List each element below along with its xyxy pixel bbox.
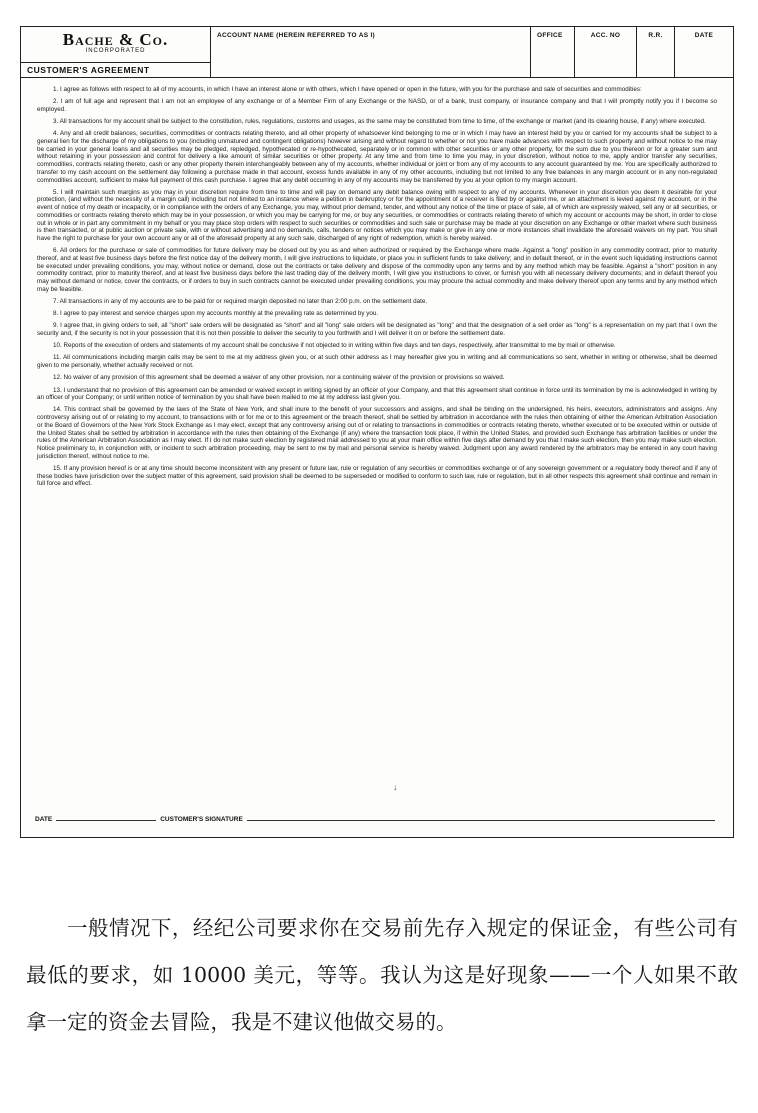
agreement-paragraph: 13. I understand that no provision of this agreement can be amended or waived except in writing signed by an officer of your Company, and that this agreement shall continue in force until its termination by me is acknowledged in writing by an officer of your Company; or until written notice of termination by you shall have been mailed to me at my address last given you. (37, 386, 717, 402)
agreement-paragraph: 2. I am of full age and represent that I am not an employee of any exchange or of a Member Firm of any Exchange or the NASD, or of a bank, trust company, or insurance company and that I will promptly notify you if I become so employed. (37, 98, 717, 113)
rr-cell (637, 27, 675, 77)
agreement-paragraph: 14. This contract shall be governed by the laws of the State of New York, and shall inure to the benefit of your successors and assigns, and shall be binding on the undersigned, his heirs, executors, administrators and assigns. Any controversy arising out of or relating to my account, to transactions with or for me or to this agreement or the breach thereof, shall be settled by arbitration in accordance with the rules then obtaining of either the American Arbitration Association or the Board of Governors of the New York Stock Exchange as I may elect, except that any controversy arising out of or relating to transactions in commodities or contracts relating thereto, whether executed or to be executed within or outside of the United States shall be settled by arbitration in accordance with the rules then obtaining of the Exchange (if any) where the transaction took place, if within the United States, and provided such Exchange has arbitration facilities or under the rules of the American Arbitration Association as I may elect. If I do not make such election by registered mail addressed to you at your main office within five days after demand by you that I make such election, then you may make such election. Notice preliminary to, in conjunction with, or incident to such arbitration proceeding, may be sent to me by mail and personal service is hereby waived. Judgment upon any award rendered by the arbitrators may be entered in any court having jurisdiction thereof, without notice to me. (37, 406, 717, 460)
agreement-paragraph: 12. No waiver of any provision of this agreement shall be deemed a waiver of any other provision, nor a continuing waiver of the provision or provisions so waived. (53, 374, 505, 382)
brand-cell (21, 27, 211, 77)
chinese-commentary (26, 905, 738, 1046)
agreement-paragraph: 1. I agree as follows with respect to all of my accounts, in which I have an interest alone or with others, which I have opened or open in the future, with you for the purchase and sale of securities and commodities: (53, 86, 642, 93)
office-cell (531, 27, 575, 77)
account-name-label: ACCOUNT NAME (HEREIN REFERRED TO AS I) (217, 32, 376, 39)
date-label: DATE (35, 816, 53, 823)
commentary-paragraph: 一般情况下，经纪公司要求你在交易前先存入规定的保证金，有些公司有最低的要求，如 10000 美元，等等。我认为这是好现象——一个人如果不敢拿一定的资金去冒险，我是不建议他做交易的。 (26, 916, 738, 1034)
agreement-paragraph: 9. I agree that, in giving orders to sell, all "short" sale orders will be designated as "short" and all "long" sale orders will be designated as "long" and that the designation of a sell order as "long" is a representation on my part that I own the security and, if the security is not in your possession that it is not then possible to deliver the security to you forthwith and I will deliver it on or before the settlement date. (37, 322, 717, 337)
brand-sub: INCORPORATED (85, 48, 146, 54)
agreement-paragraph: 8. I agree to pay interest and service charges upon my accounts monthly at the prevailing rate as determined by you. (53, 310, 379, 318)
date-line[interactable] (56, 819, 156, 821)
customer-agreement-form (20, 26, 734, 838)
rr-label: R.R. (648, 32, 663, 39)
brand-name: Bache & Co. (62, 30, 169, 49)
scan-mark: ↓ (393, 782, 398, 792)
signature-row (35, 816, 719, 823)
acc-no-cell (575, 27, 637, 77)
agreement-paragraph: 11. All communications including margin calls may be sent to me at my address given you, or at such other address as I may hereafter give you in writing and all communications so sent, whether in writing or otherwise, shall be deemed given to me personally, whether actually received or not. (37, 354, 717, 370)
date-header-label: DATE (694, 32, 714, 39)
customer-signature-label: CUSTOMER'S SIGNATURE (160, 816, 243, 823)
account-name-cell (211, 27, 531, 77)
agreement-paragraphs (21, 78, 733, 488)
agreement-paragraph: 3. All transactions for my account shall be subject to the constitution, rules, regulations, customs and usages, as the same may be constituted from time to time, of the exchange or market (and its clearing house, if any) where executed. (53, 118, 706, 126)
form-header (21, 27, 733, 78)
agreement-paragraph: 4. Any and all credit balances, securities, commodities or contracts relating thereto, and all other property of whatsoever kind belonging to me or in which I may have an interest held by you or carried for my accounts shall be subject to a general lien for the discharge of my obligations to you (including unmatured and contingent obligations) however arising and without regard to whether or not you have made advances with respect to such property and without notice to me may be carried in your general loans and all securities may be pledged, repledged, hypothecated or re-hypothecated, separately or in common with other securities or any other property, for the sum due to you thereon or for a greater sum and without retaining in your possession and control for delivery a like amount of similar securities or other property. At any time and from time to time you may, in your discretion, without notice to me, apply and/or transfer any securities, commodities, contracts relating thereto, cash or any other property therein interchangeably between any of my accounts, whether individual or joint or from any of my accounts to any account guaranteed by me. You are specifically authorized to transfer to my cash account on the settlement day following a purchase made in that account, excess funds available in any of my other accounts, including but not limited to any free balances in any margin account or in any non-regulated commodities account, sufficient to make full payment of this cash purchase. I agree that any debit occurring in any of my accounts may be transferred by you at your option to my margin account. (37, 130, 717, 184)
agreement-paragraph: 6. All orders for the purchase or sale of commodities for future delivery may be closed out by you as and when authorized or required by the Exchange where made. Against a "long" position in any commodity contract, prior to maturity thereof, and at least five business days before the first notice day of the delivery month, I will give instructions to liquidate, or place you in sufficient funds to take delivery; and in default thereof, or in the event such liquidating instructions cannot be executed under prevailing conditions, you may, without notice or demand, close out the contracts or take delivery and dispose of the commodity upon any terms and by any method which may be feasible. Against a "short" position in any commodity contract, prior to maturity thereof, and at least five business days before the last trading day of the delivery month, I will give you instructions to cover, or furnish you with all necessary delivery documents; and in default thereof you may without demand or notice, cover the contracts, or if orders to buy in such contracts cannot be executed under prevailing conditions, you may procure the actual commodity and make delivery thereof upon any terms and by any method which may be feasible. (37, 247, 717, 293)
date-cell (675, 27, 733, 77)
agreement-paragraph: 15. If any provision hereof is or at any time should become inconsistent with any present or future law, rule or regulation of any securities or commodities exchange or of any sovereign government or a regulatory body thereof and if any of these bodies have jurisdiction over the subject matter of this agreement, said provision shall be deemed to be superseded or modified to conform to such law, rule or regulation, but in all other respects this agreement shall continue and remain in full force and effect. (37, 464, 717, 488)
signature-line[interactable] (247, 819, 715, 821)
form-title: CUSTOMER'S AGREEMENT (21, 62, 210, 77)
acc-no-label: ACC. NO (590, 32, 621, 39)
agreement-paragraph: 7. All transactions in any of my accounts are to be paid for or required margin deposited no later than 2:00 p.m. on the settlement date. (53, 297, 428, 305)
office-label: OFFICE (537, 32, 563, 39)
agreement-paragraph: 10. Reports of the execution of orders and statements of my account shall be conclusive if not objected to in writing within five days and ten days, respectively, after transmittal to me by mail or otherwise. (53, 342, 616, 350)
agreement-paragraph: 5. I will maintain such margins as you may in your discretion require from time to time and will pay on demand any debit balance owing with respect to any of my accounts. Whenever in your discretion you deem it desirable for your protection, (and without the necessity of a margin call) including but not limited to an instance where a petition in bankruptcy or for the appointment of a receiver is filed by or against me, or an attachment is levied against my account, or in the event of notice of my death or incapacity, or in compliance with the orders of any Exchange, you may, without prior demand, tender, and without any notice of the time or place of sale, all of which are expressly waived, sell any or all securities, or commodities or contracts relating thereto which may be in your possession, or which you may be carrying for me, or buy any securities, or commodities or contracts relating thereto of which my account or accounts may be short, in order to close out in whole or in part any commitment in my behalf or you may place stop orders with respect to such securities or commodities and such sale or purchase may be made at your discretion on any Exchange or other market where such business is then transacted, or at public auction or private sale, with or without advertising and no demands, calls, tenders or notices which you may make or give in any one or more instances shall invalidate the aforesaid waivers on my part. You shall have the right to purchase for your own account any or all of the aforesaid property at any such sale, discharged of any right of redemption, which is hereby waived. (37, 188, 717, 242)
